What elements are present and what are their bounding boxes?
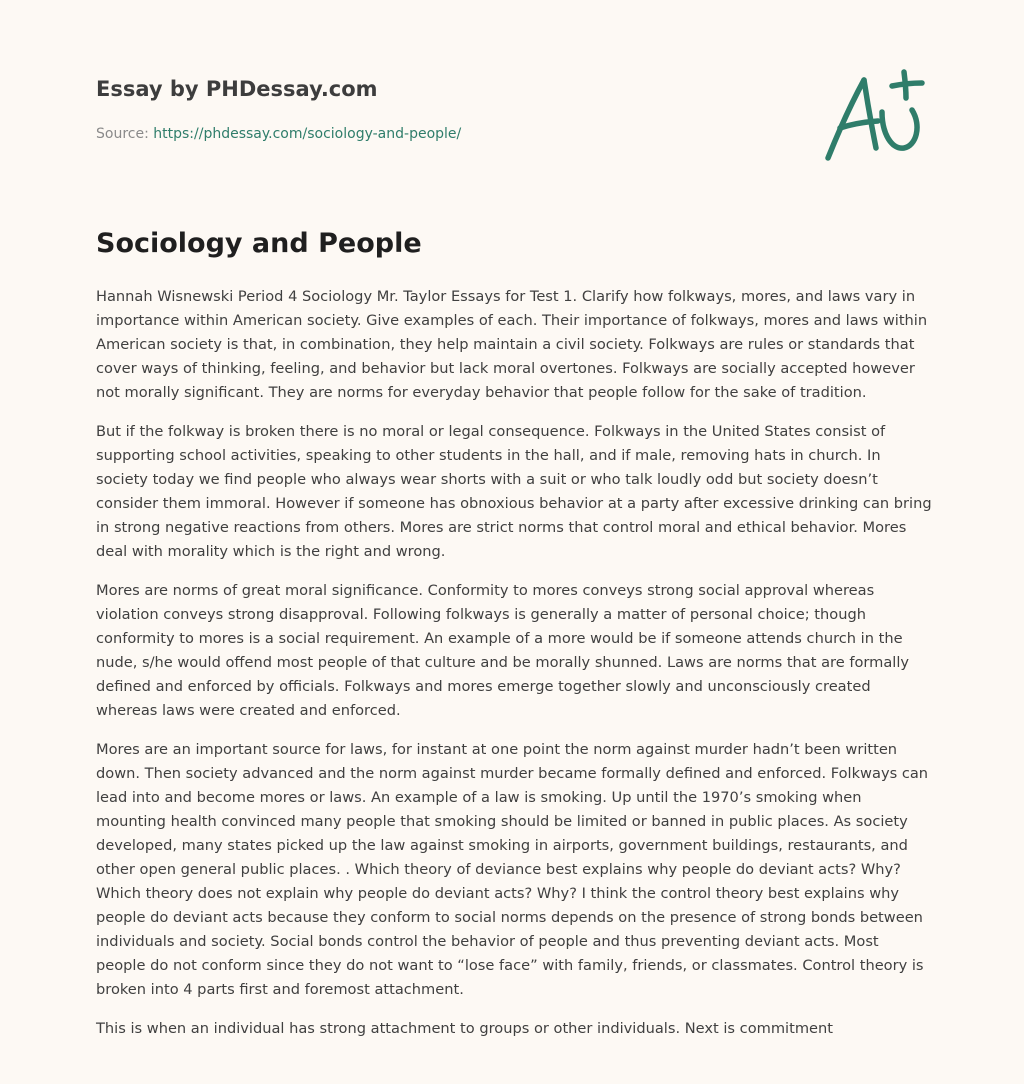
essay-body xyxy=(96,285,932,1056)
source-line xyxy=(96,124,796,144)
source-label: Source: xyxy=(96,126,154,142)
essay-header xyxy=(96,74,796,144)
essay-paragraph: Hannah Wisnewski Period 4 Sociology Mr. Taylor Essays for Test 1. Clarify how folkways, mores, and laws vary in importance within American society. Give examples of each. Their importance of folkways, mores and laws within American society is that, in combination, they help maintain a civil society. Folkways are rules or standards that cover ways of thinking, feeling, and behavior but lack moral overtones. Folkways are socially accepted however not morally significant. They are norms for everyday behavior that people follow for the sake of tradition. xyxy=(96,288,928,401)
essay-paragraph: Mores are an important source for laws, for instant at one point the norm against murder hadn’t been written down. Then society advanced and the norm against murder became formally defined and enforced. Folkways can lead into and become mores or laws. An example of a law is smoking. Up until the 1970’s smoking when mounting health convinced many people that smoking should be limited or banned in public places. As society developed, many states picked up the law against smoking in airports, government buildings, restaurants, and other open general public places. . Which theory of deviance best explains why people do deviant acts? Why? Which theory does not explain why people do deviant acts? Why? I think the control theory best explains why people do deviant acts because they conform to social norms depends on the presence of strong bonds between individuals and society. Social bonds control the behavior of people and thus preventing deviant acts. Most people do not conform since they do not want to “lose face” with family, friends, or classmates. Control theory is broken into 4 parts first and foremost attachment. xyxy=(96,741,929,998)
essay-paragraph: But if the folkway is broken there is no moral or legal consequence. Folkways in the United States consist of supporting school activities, speaking to other students in the hall, and if male, removing hats in church. In society today we find people who always wear shorts with a suit or who talk loudly odd but society doesn’t consider them immoral. However if someone has obnoxious behavior at a party after excessive drinking can bring in strong negative reactions from others. Mores are strict norms that control moral and ethical behavior. Mores deal with morality which is the right and wrong. xyxy=(96,423,932,560)
essay-paragraph: Mores are norms of great moral significance. Conformity to mores conveys strong social approval whereas violation conveys strong disapproval. Following folkways is generally a matter of personal choice; though conformity to mores is a social requirement. An example of a more would be if someone attends church in the nude, s/he would offend most people of that culture and be morally shunned. Laws are norms that are formally defined and enforced by officials. Folkways and mores emerge together slowly and unconsciously created whereas laws were created and enforced. xyxy=(96,582,910,719)
essay-title: Sociology and People xyxy=(96,228,422,259)
essay-paragraph: This is when an individual has strong attachment to groups or other individuals. Next is commitment xyxy=(96,1020,833,1037)
a-plus-logo-icon xyxy=(818,66,930,166)
brand-title: Essay by PHDessay.com xyxy=(96,77,378,101)
source-link[interactable]: https://phdessay.com/sociology-and-people/ xyxy=(153,126,462,142)
